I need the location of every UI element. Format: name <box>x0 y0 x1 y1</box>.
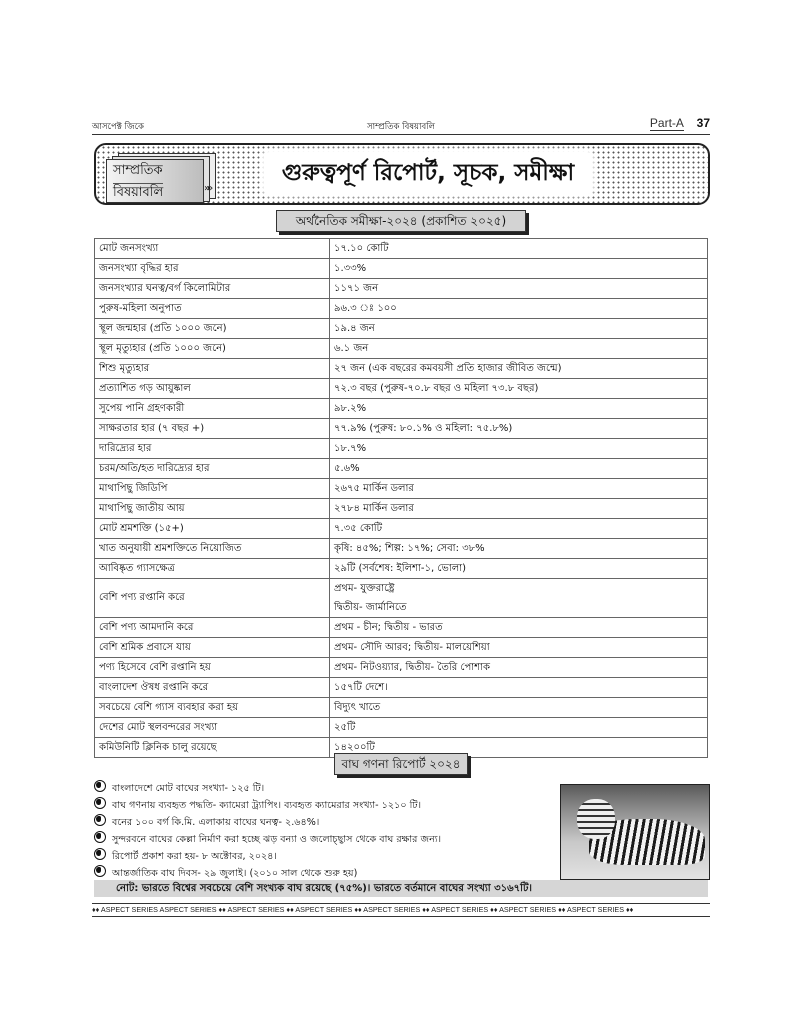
row-value <box>330 579 708 618</box>
row-value <box>330 419 708 439</box>
tiger-note-text: নোট: ভারতে বিশ্বের সবচেয়ে বেশি সংখ্যক বাঘ রয়েছে (৭৫%)। ভারতে বর্তমানে বাঘের সংখ্যা ৩১৬৭টি। <box>116 883 532 894</box>
tiger-report-list <box>94 780 554 882</box>
row-label: মাথাপিছু জাতীয় আয় <box>95 499 330 519</box>
table-row <box>95 239 708 259</box>
header-part: Part-A <box>649 116 684 130</box>
table-row <box>95 658 708 678</box>
row-value-line: প্রথম- যুক্তরাষ্ট্রে <box>334 583 395 594</box>
list-item <box>94 814 554 831</box>
globe-icon <box>94 848 106 860</box>
table-row <box>95 678 708 698</box>
row-label: পুরুষ-মহিলা অনুপাত <box>95 299 330 319</box>
table-row <box>95 299 708 319</box>
list-item <box>94 848 554 865</box>
chapter-badge <box>106 159 204 203</box>
row-label: বেশি পণ্য রপ্তানি করে <box>95 579 330 618</box>
row-value <box>330 379 708 399</box>
list-item-text: বাঘ গণনায় ব্যবহৃত পদ্ধতি- ক্যামেরা ট্র্যাপিং। ব্যবহৃত ক্যামেরার সংখ্যা- ১২১০ টি। <box>112 800 422 811</box>
row-value <box>330 519 708 539</box>
row-value-line: ১.৩৩% <box>334 263 367 274</box>
row-value-line: দ্বিতীয়- জার্মানিতে <box>334 602 407 613</box>
list-item-text: বাংলাদেশে মোট বাঘের সংখ্যা- ১২৫ টি। <box>112 783 265 794</box>
chevron-right-icon: »» <box>204 183 211 194</box>
table-row <box>95 579 708 618</box>
table-row <box>95 519 708 539</box>
row-label: জনসংখ্যা বৃদ্ধির হার <box>95 259 330 279</box>
globe-icon <box>94 831 106 843</box>
row-label: শিশু মৃত্যুহার <box>95 359 330 379</box>
row-value <box>330 539 708 559</box>
row-value <box>330 499 708 519</box>
header-book-title: আসপেক্ট জিকে <box>92 122 144 132</box>
table-row <box>95 279 708 299</box>
table-row <box>95 419 708 439</box>
row-value-line: ৭২.৩ বছর (পুরুষ-৭০.৮ বছর ও মহিলা ৭৩.৮ বছর) <box>334 383 539 394</box>
row-value-line: প্রথম - চীন; দ্বিতীয় - ভারত <box>334 622 443 633</box>
row-value <box>330 559 708 579</box>
table-row <box>95 718 708 738</box>
row-value-line: ২৭৮৪ মার্কিন ডলার <box>334 503 414 514</box>
row-label: সবচেয়ে বেশি গ্যাস ব্যবহার করা হয় <box>95 698 330 718</box>
row-value <box>330 439 708 459</box>
row-value-line: বিদ্যুৎ খাতে <box>334 702 381 713</box>
row-value-line: প্রথম- সৌদি আরব; দ্বিতীয়- মালয়েশিয়া <box>334 642 490 653</box>
row-value <box>330 678 708 698</box>
row-value-line: ১৫৭টি দেশে। <box>334 682 388 693</box>
row-value-line: ১১৭১ জন <box>334 283 379 294</box>
row-value <box>330 359 708 379</box>
row-value <box>330 618 708 638</box>
row-value-line: ১৯.৪ জন <box>334 323 375 334</box>
row-value-line: কৃষি: ৪৫%; শিল্প: ১৭%; সেবা: ৩৮% <box>334 543 485 554</box>
row-value <box>330 279 708 299</box>
list-item <box>94 780 554 797</box>
row-value-line: ৭৭.৯% (পুরুষ: ৮০.১% ও মহিলা: ৭৫.৮%) <box>334 423 513 434</box>
row-label: সাক্ষরতার হার (৭ বছর +) <box>95 419 330 439</box>
row-value-line: প্রথম- নিটওয়্যার, দ্বিতীয়- তৈরি পোশাক <box>334 662 490 673</box>
table-row <box>95 499 708 519</box>
row-value <box>330 339 708 359</box>
table-row <box>95 698 708 718</box>
row-label: প্রত্যাশিত গড় আয়ুষ্কাল <box>95 379 330 399</box>
badge-line2: বিষয়াবলি <box>113 185 164 200</box>
tiger-note <box>94 880 708 897</box>
row-value-line: ৭.৩৫ কোটি <box>334 523 383 534</box>
table-row <box>95 379 708 399</box>
row-label: আবিষ্কৃত গ্যাসক্ষেত্র <box>95 559 330 579</box>
table-row <box>95 319 708 339</box>
table-row <box>95 259 708 279</box>
globe-icon <box>94 865 106 877</box>
row-value <box>330 718 708 738</box>
row-label: স্থূল মৃত্যুহার (প্রতি ১০০০ জনে) <box>95 339 330 359</box>
row-label: মোট জনসংখ্যা <box>95 239 330 259</box>
row-value-line: ১৭.১০ কোটি <box>334 243 389 254</box>
chapter-banner <box>94 143 710 205</box>
globe-icon <box>94 780 106 792</box>
row-value <box>330 638 708 658</box>
globe-icon <box>94 814 106 826</box>
table-row <box>95 339 708 359</box>
economic-survey-table <box>94 238 708 758</box>
row-value-line: ৬.১ জন <box>334 343 369 354</box>
row-label: মোট শ্রমশক্তি (১৫+) <box>95 519 330 539</box>
row-value-line: ২৬৭৫ মার্কিন ডলার <box>334 483 414 494</box>
table-row <box>95 559 708 579</box>
section-heading-tiger-report: বাঘ গণনা রিপোর্ট ২০২৪ <box>334 753 468 775</box>
row-value-line: ১৪২০০টি <box>334 742 375 753</box>
list-item-text: রিপোর্ট প্রকাশ করা হয়- ৮ অক্টোবর, ২০২৪। <box>112 851 277 862</box>
row-value <box>330 698 708 718</box>
row-label: পণ্য হিসেবে বেশি রপ্তানি হয় <box>95 658 330 678</box>
page-footer: ♦♦ ASPECT SERIES ASPECT SERIES ♦♦ ASPECT SERIES ♦♦ ASPECT SERIES ♦♦ ASPECT SERIES ♦♦ ASPECT SERIES ♦♦ ASPECT SERIES ♦♦ ASPECT SERIES ♦♦ <box>92 903 710 917</box>
row-value <box>330 259 708 279</box>
list-item-text: সুন্দরবনে বাঘের কেল্লা নির্মাণ করা হচ্ছে ঝড় বন্যা ও জলোচ্ছ্বাস থেকে বাঘ রক্ষার জন্য। <box>112 834 442 845</box>
row-value-line: ২৫টি <box>334 722 356 733</box>
row-value <box>330 658 708 678</box>
row-value-line: ৫.৬% <box>334 463 360 474</box>
table-row <box>95 638 708 658</box>
row-value <box>330 459 708 479</box>
row-label: দেশের মোট স্থলবন্দরের সংখ্যা <box>95 718 330 738</box>
row-value-line: ১৮.৭% <box>334 443 367 454</box>
row-label: বেশি পণ্য আমদানি করে <box>95 618 330 638</box>
row-value-line: ২৭ জন (এক বছরের কমবয়সী প্রতি হাজার জীবিত জন্মে) <box>334 363 562 374</box>
page-number: 37 <box>696 116 710 130</box>
row-value <box>330 479 708 499</box>
row-label: সুপেয় পানি গ্রহণকারী <box>95 399 330 419</box>
list-item-text: আন্তর্জাতিক বাঘ দিবস- ২৯ জুলাই। (২০১০ সাল থেকে শুরু হয়) <box>112 868 358 879</box>
table-row <box>95 539 708 559</box>
row-value-line: ৯৮.২% <box>334 403 367 414</box>
list-item <box>94 797 554 814</box>
row-label: চরম/অতি/হত দারিদ্র্যের হার <box>95 459 330 479</box>
tiger-head-shape <box>577 799 615 839</box>
row-label: স্থূল জন্মহার (প্রতি ১০০০ জনে) <box>95 319 330 339</box>
page-title: গুরুত্বপূর্ণ রিপোর্ট, সূচক, সমীক্ষা <box>264 152 592 194</box>
page-header <box>92 118 710 135</box>
table-row <box>95 479 708 499</box>
section-heading-economic-survey: অর্থনৈতিক সমীক্ষা-২০২৪ (প্রকাশিত ২০২৫) <box>276 210 526 232</box>
globe-icon <box>94 797 106 809</box>
table-row <box>95 618 708 638</box>
row-value-line: ৯৬.৩ ঃ ১০০ <box>334 303 397 314</box>
row-value <box>330 319 708 339</box>
header-page-info <box>650 116 710 131</box>
row-label: জনসংখ্যার ঘনত্ব/বর্গ কিলোমিটার <box>95 279 330 299</box>
row-label: খাত অনুযায়ী শ্রমশক্তিতে নিয়োজিত <box>95 539 330 559</box>
row-value <box>330 299 708 319</box>
tiger-photo <box>560 784 710 880</box>
badge-line1: সাম্প্রতিক <box>113 163 163 178</box>
row-label: দারিদ্র্যের হার <box>95 439 330 459</box>
list-item-text: বনের ১০০ বর্গ কি.মি. এলাকায় বাঘের ঘনত্ব- ২.৬৪%। <box>112 817 320 828</box>
table-row <box>95 439 708 459</box>
header-chapter-title: সাম্প্রতিক বিষয়াবলি <box>367 122 435 132</box>
table-row <box>95 399 708 419</box>
row-value-line: ২৯টি (সর্বশেষ: ইলিশা-১, ভোলা) <box>334 563 466 574</box>
row-value <box>330 239 708 259</box>
row-value <box>330 399 708 419</box>
row-label: বাংলাদেশ ঔষধ রপ্তানি করে <box>95 678 330 698</box>
row-label: মাথাপিছু জিডিপি <box>95 479 330 499</box>
list-item <box>94 831 554 848</box>
row-label: কমিউনিটি ক্লিনিক চালু রয়েছে <box>95 738 330 758</box>
table-row <box>95 459 708 479</box>
table-row <box>95 359 708 379</box>
row-label: বেশি শ্রমিক প্রবাসে যায় <box>95 638 330 658</box>
